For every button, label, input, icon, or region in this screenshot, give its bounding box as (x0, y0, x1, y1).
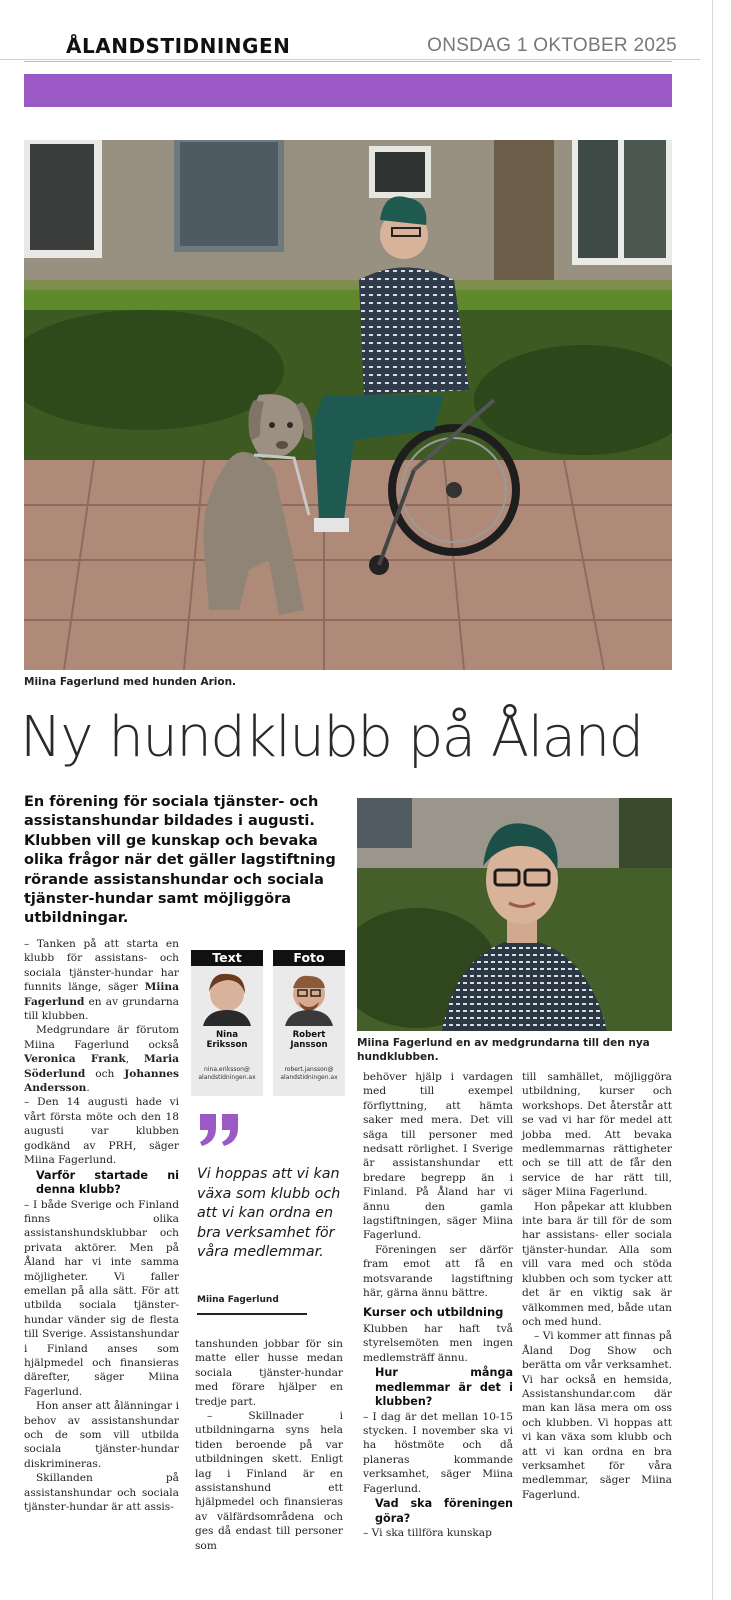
paragraph: – I både Sverige och Finland finns olika assistanshundsklubbar och privata aktörer. Men på Åland har vi inte samma möjligheter. Vi faller emellan på alla sätt. För att utbilda sociala tjänster-hundar vänder sig de flesta till Sverige. Assistanshundar i Finland anses som hjälpmedel och finansieras därefter, säger Miina Fagerlund. (24, 1198, 179, 1398)
paragraph: – Skillnader i utbildningarna syns hela tiden beroende på var utbildningen skett. Enligt lag i Finland är en assistanshund ett hjälpmedel och finansieras av välfärdsområdena och ges då endast till personer som (195, 1410, 343, 1552)
issue-date: ONSDAG 1 OKTOBER 2025 (427, 35, 677, 56)
main-photo (24, 140, 672, 670)
pull-quote: Vi hoppas att vi kan växa som klubb och att vi kan ordna en bra verksamhet för våra medlemmar. (197, 1166, 341, 1260)
ingress: En förening för sociala tjänster- och assistanshundar bildades i augusti. Klubben vill ge kunskap och bevaka olika frågor när det gäller lagstiftning rörande assistanshundar och sociala tjänster-hundar samt möjliggöra utbildningar. (24, 794, 336, 927)
masthead: ÅLANDSTIDNINGEN (66, 34, 291, 58)
pull-quote-rule (197, 1313, 307, 1315)
paragraph: Klubben har haft två styrelsemöten men ingen medlemsträff ännu. (363, 1322, 513, 1364)
main-photo-caption: Miina Fagerlund med hunden Arion. (24, 676, 237, 688)
paragraph: – I dag är det mellan 10-15 stycken. I november ska vi ha höstmöte och då planeras kommande verksamhet, säger Miina Fagerlund. (363, 1410, 513, 1495)
photographer-avatar (273, 966, 345, 1026)
page-edge-rule (712, 0, 713, 1600)
paragraph: behöver hjälp i vardagen med till exempel förflyttning, att hämta saker med mera. Det vill säga till personer med nedsatt rörlighet. I Sverige är assistanshundar ett bredare begrepp än i Finland. På Åland har vi ännu den gamla lagstiftningen, säger Miina Fagerlund. (363, 1071, 513, 1242)
interview-question: Hur många medlemmar är det i klubben? (375, 1366, 513, 1409)
photographer-name: Robert Jansson (290, 1030, 328, 1050)
interview-question: Varför startade ni denna klubb? (36, 1168, 179, 1196)
photographer-email: robert.jansson@ alandstidningen.ax (280, 1066, 338, 1081)
portrait-photo-caption: Miina Fagerlund en av medgrundarna till den nya hundklubben. (357, 1037, 650, 1063)
article-column-4 (522, 1070, 672, 1502)
paragraph: Skillanden på assistanshundar och sociala tjänster-hundar är att assis- (24, 1472, 179, 1514)
author-name: Nina Eriksson (206, 1030, 248, 1050)
byline-label: Text (191, 950, 263, 966)
header-divider (0, 59, 700, 60)
paragraph: – Vi kommer att finnas på Åland Dog Show och berätta om vår verksamhet. Vi har också en hemsida, Assistanshundar.com där man kan läsa mera om oss och klubben. Vi hoppas att vi kan växa som klubb och att vi kan ordna en bra verksamhet för våra medlemmar, säger Miina Fagerlund. (522, 1330, 672, 1501)
paragraph: Hon anser att ålänningar i behov av assistanshundar och de som vill utbilda sociala tjänster-hundar diskrimineras. (24, 1400, 179, 1470)
pull-quote-author: Miina Fagerlund (197, 1295, 279, 1305)
article-column-2 (195, 1337, 343, 1553)
byline-text (191, 950, 263, 1096)
paragraph: Föreningen ser därför fram emot att få en motsvarande lagstiftning här, gärna ännu bättre. (363, 1243, 513, 1300)
paragraph: – Den 14 augusti hade vi vårt första möte och den 18 augusti var klubben godkänd av PRH, säger Miina Fagerlund. (24, 1096, 179, 1167)
interview-question: Vad ska föreningen göra? (375, 1497, 513, 1525)
subheading: Kurser och utbildning (363, 1304, 504, 1319)
quote-mark-icon (197, 1112, 243, 1152)
headline: Ny hundklubb på Åland (20, 705, 643, 770)
article-column-1 (24, 937, 179, 1514)
paragraph: Hon påpekar att klubben inte bara är till för de som har assistans- eller sociala tjänster-hundar. Alla som vill vara med och stöda klubben och som tycker att det är en viktig sak är välkommen med, både utan och med hund. (522, 1200, 672, 1328)
paragraph: Medgrundare är förutom Miina Fagerlund också Veronica Frank, Maria Söderlund och Johannes Andersson. (24, 1024, 180, 1095)
paragraph: till samhället, möjliggöra utbildning, kurser och workshops. Det återstår att se vad vi har för medel att jobba med. Att bevaka medlemmarnas rättigheter och se till att de får den service de har rätt till, säger Miina Fagerlund. (522, 1071, 672, 1199)
section-color-bar (24, 74, 672, 107)
paragraph: tanshunden jobbar för sin matte eller husse medan sociala tjänster-hundar med förare hjälper en tredje part. (195, 1338, 343, 1408)
portrait-photo (357, 798, 672, 1031)
byline-photo (273, 950, 345, 1096)
paragraph: – Vi ska tillföra kunskap (363, 1527, 492, 1540)
author-avatar (191, 966, 263, 1026)
byline-label: Foto (273, 950, 345, 966)
header-divider-inner (24, 61, 672, 62)
author-email: nina.eriksson@ alandstidningen.ax (198, 1066, 256, 1081)
article-column-3 (363, 1070, 513, 1540)
paragraph: – Tanken på att starta en klubb för assistans- och sociala tjänster-hundar har funnits länge, säger Miina Fagerlund en av grundarna till klubben. (24, 938, 180, 1023)
